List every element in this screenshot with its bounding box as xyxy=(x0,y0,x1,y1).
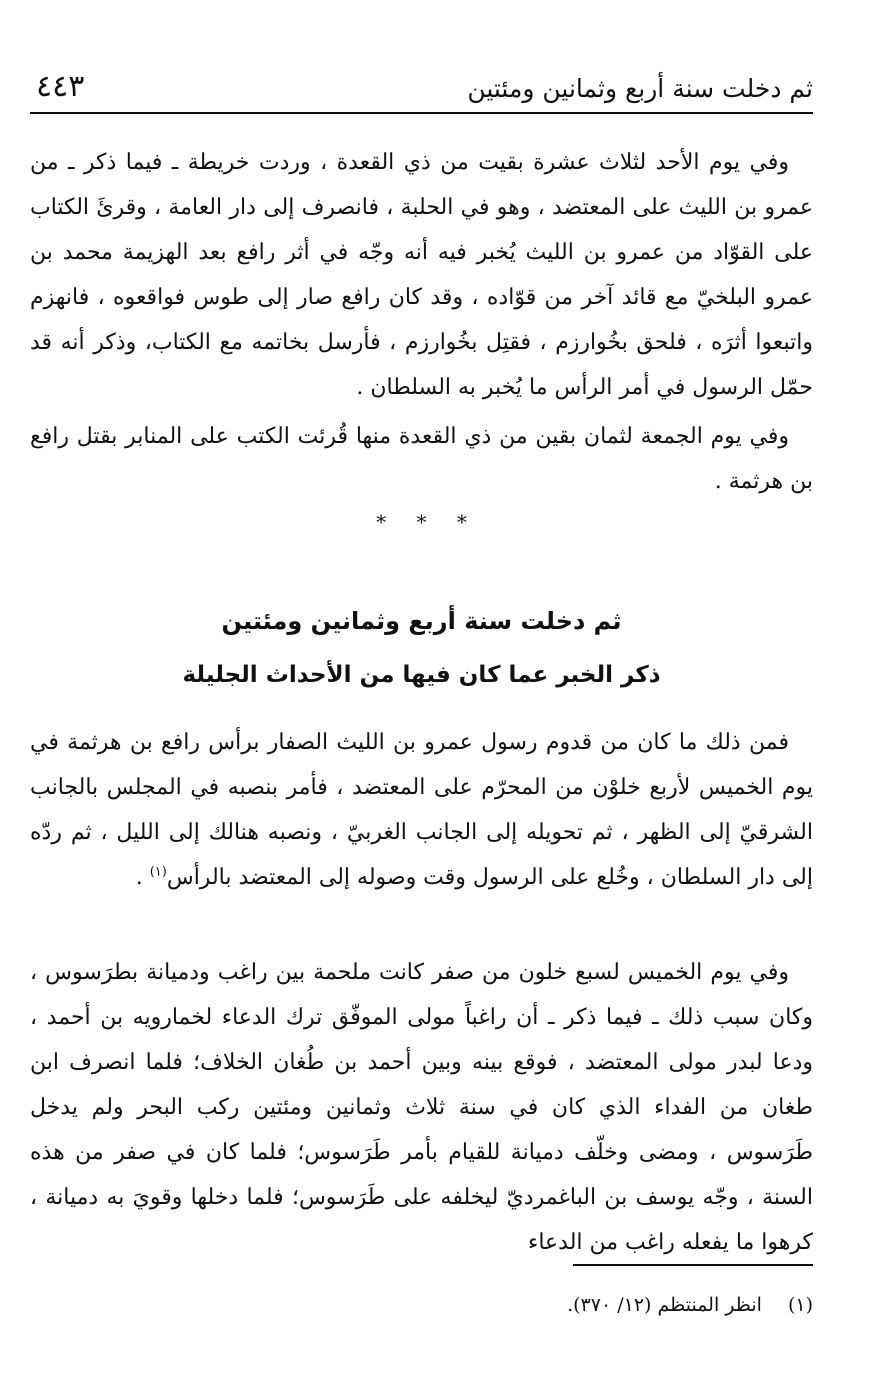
paragraph-head-arrival-end: . xyxy=(135,865,150,890)
footnote xyxy=(30,1290,813,1320)
footnote-reference: (١) xyxy=(149,864,167,880)
footnote-text: انظر المنتظم (١٢/ ٣٧٠). xyxy=(567,1294,762,1316)
paragraph-tarsus-battle: وفي يوم الخميس لسبع خلون من صفر كانت ملحمة بين راغب ودميانة بطرَسوس ، وكان سبب ذلك ـ فيما ذكر ـ أن راغباً مولى الموفّق ترك الدعاء لخمارويه بن أحمد ، ودعا لبدر مولى المعتضد ، فوقع بينه وبين أحمد بن طُغان الخلاف؛ فلما انصرف ابن طغان من الفداء الذي كان في سنة ثلاث وثمانين ومئتين ركب البحر ولم يدخل طَرَسوس ، ومضى وخلّف دميانة للقيام بأمر طَرَسوس؛ فلما كان في صفر من هذه السنة ، وجّه يوسف بن الباغمرديّ ليخلفه على طَرَسوس؛ فلما دخلها وقويَ به دميانة ، كرهوا ما يفعله راغب من الدعاء xyxy=(30,960,813,1255)
footnote-divider xyxy=(573,1264,813,1266)
footnote-marker: (١) xyxy=(787,1294,813,1316)
running-title: ثم دخلت سنة أربع وثمانين ومئتين xyxy=(467,74,813,103)
section-separator: * * * xyxy=(376,510,479,534)
paragraph-head-arrival xyxy=(30,720,813,900)
paragraph-head-arrival-text: فمن ذلك ما كان من قدوم رسول عمرو بن الليث الصفار برأس رافع بن هرثمة في يوم الخميس لأربع خلوْن من المحرّم على المعتضد ، فأمر بنصبه في المجلس بالجانب الشرقيّ إلى الظهر ، ثم تحويله إلى الجانب الغربيّ ، ونصبه هنالك إلى الليل ، ثم ردّه إلى دار السلطان ، وخُلع على الرسول وقت وصوله إلى المعتضد بالرأس xyxy=(30,730,813,890)
section-subtitle: ذكر الخبر عما كان فيها من الأحداث الجليلة xyxy=(182,662,661,688)
chapter-title: ثم دخلت سنة أربع وثمانين ومئتين xyxy=(221,607,622,635)
paragraph-pulpit-announcement: وفي يوم الجمعة لثمان بقين من ذي القعدة منها قُرئت الكتب على المنابر بقتل رافع بن هرثمة . xyxy=(30,424,813,494)
paragraph-rafi-death-report: وفي يوم الأحد لثلاث عشرة بقيت من ذي القعدة ، وردت خريطة ـ فيما ذكر ـ من عمرو بن الليث على المعتضد ، وهو في الحلبة ، فانصرف إلى دار العامة ، وقرئَ الكتاب على القوّاد من عمرو بن الليث يُخبر فيه أنه وجّه في أثر رافع بعد الهزيمة محمد بن عمرو البلخيّ مع قائد آخر من قوّاده ، وقد كان رافع صار إلى طوس فواقعوه ، فانهزم واتبعوا أثرَه ، فلحق بخُوارزم ، فقتِل بخُوارزم ، فأرسل بخاتمه مع الكتاب، وذكر أنه قد حمّل الرسول في أمر الرأس ما يُخبر به السلطان . xyxy=(30,150,813,400)
running-header xyxy=(30,68,813,114)
page-number: ٤٤٣ xyxy=(36,69,85,104)
